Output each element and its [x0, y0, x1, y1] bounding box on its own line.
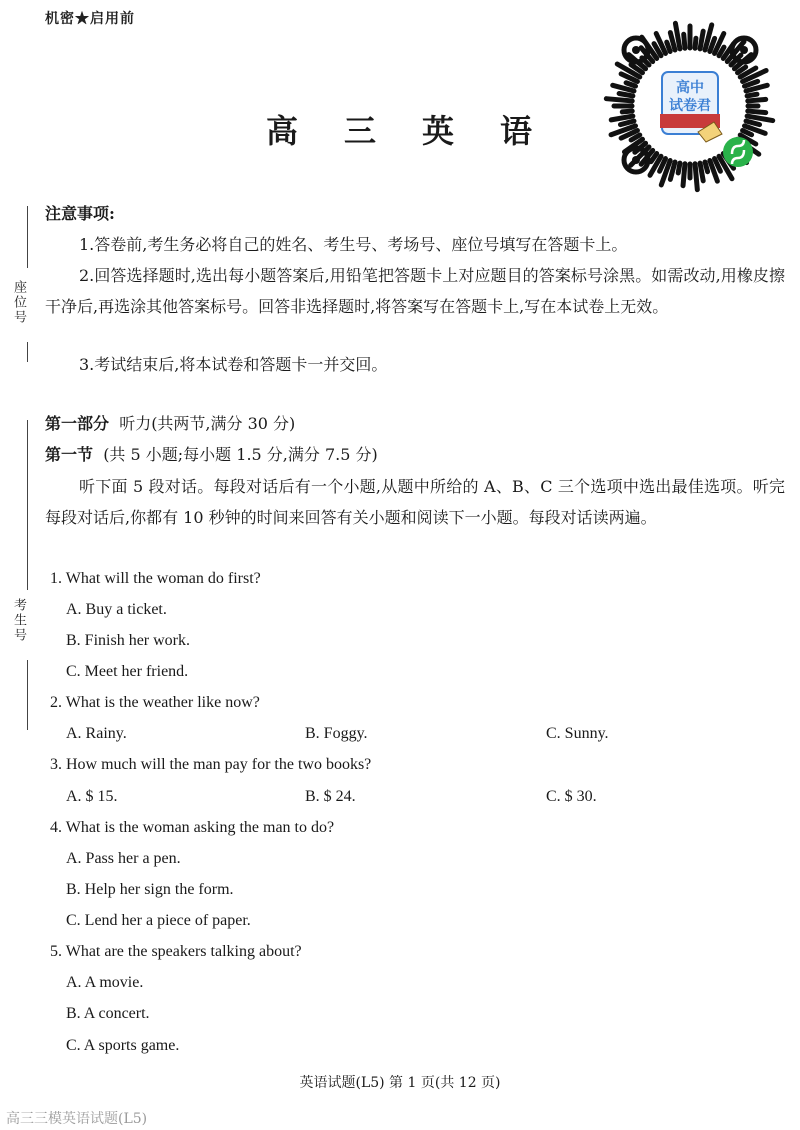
part-heading-detail: 听力(共两节,满分 30 分)	[119, 414, 296, 433]
option: B. Help her sign the form.	[66, 881, 234, 898]
section-instructions: 听下面 5 段对话。每段对话后有一个小题,从题中所给的 A、B、C 三个选项中选出最佳选项。听完每段对话后,你都有 10 秒钟的时间来回答有关小题和阅读下一小题。每段对话读两遍。	[45, 477, 785, 527]
notice-item: 2.回答选择题时,选出每小题答案后,用铅笔把答题卡上对应题目的答案标号涂黑。如需改动,用橡皮擦干净后,再选涂其他答案标号。回答非选择题时,将答案写在答题卡上,写在本试卷上无效。	[45, 266, 785, 316]
binding-line	[27, 342, 28, 362]
qr-ray	[620, 121, 634, 125]
title-char: 语	[500, 112, 535, 150]
question-stem: 1. What will the woman do first?	[50, 570, 261, 587]
option: C. Sunny.	[546, 725, 609, 742]
qr-badge-line1: 高中	[676, 80, 704, 96]
question-stem: 3. How much will the man pay for the two books?	[50, 756, 372, 773]
qr-ray	[695, 164, 697, 190]
title-char: 英	[422, 112, 457, 150]
option: B. Foggy.	[305, 725, 368, 742]
notice-heading: 注意事项:	[45, 204, 115, 223]
option: C. Meet her friend.	[66, 663, 189, 680]
qr-ray	[606, 99, 632, 101]
option: A. Pass her a pen.	[66, 850, 181, 867]
question-stem: 4. What is the woman asking the man to do?	[50, 819, 335, 836]
seat-number-label: 座位号	[11, 280, 26, 325]
qr-ray	[626, 83, 635, 86]
qr-ray	[695, 38, 696, 48]
qr-ray	[683, 164, 685, 186]
section-heading-detail: (共 5 小题;每小题 1.5 分,满分 7.5 分)	[103, 445, 378, 464]
confidential-label: 机密★启用前	[45, 11, 135, 27]
qr-ray	[619, 93, 633, 95]
binding-line	[27, 660, 28, 730]
qr-ray	[748, 99, 766, 101]
option: C. A sports game.	[66, 1037, 180, 1054]
qr-code-icon[interactable]	[598, 14, 782, 198]
question-stem: 2. What is the weather like now?	[50, 694, 260, 711]
option: C. Lend her a piece of paper.	[66, 912, 251, 929]
section-heading	[45, 439, 785, 470]
qr-ray	[748, 111, 766, 113]
notice-item: 3.考试结束后,将本试卷和答题卡一并交回。	[79, 355, 388, 374]
binding-line	[27, 420, 28, 590]
qr-ray	[743, 131, 752, 135]
watermark: 高三三模英语试题(L5)	[6, 1111, 148, 1127]
part-heading-bold: 第一部分	[45, 414, 110, 433]
title-char: 三	[343, 112, 378, 150]
qr-ray	[667, 42, 670, 51]
option: A. Buy a ticket.	[66, 601, 167, 618]
option: A. $ 15.	[66, 788, 118, 805]
option: C. $ 30.	[546, 788, 597, 805]
qr-ray	[700, 31, 703, 49]
question-stem: 5. What are the speakers talking about?	[50, 943, 302, 960]
option: B. A concert.	[66, 1005, 150, 1022]
option: B. Finish her work.	[66, 632, 190, 649]
exam-number-label: 考生号	[11, 598, 26, 643]
qr-ray	[678, 163, 680, 173]
qr-ray	[622, 111, 632, 112]
qr-ray	[705, 162, 708, 172]
qr-ray	[684, 34, 685, 48]
notice-item: 1.答卷前,考生务必将自己的姓名、考生号、考场号、座位号填写在答题卡上。	[79, 235, 628, 254]
qr-ray	[746, 121, 760, 125]
page-footer: 英语试题(L5) 第 1 页(共 12 页)	[299, 1075, 501, 1091]
qr-ray	[747, 94, 757, 96]
title-char: 高	[265, 112, 300, 150]
option: A. Rainy.	[66, 725, 127, 742]
part-heading	[45, 408, 785, 439]
option: B. $ 24.	[305, 788, 356, 805]
qr-ray	[700, 163, 703, 181]
qr-badge-line2: 试卷君	[669, 98, 711, 114]
option: A. A movie.	[66, 974, 144, 991]
section-heading-bold: 第一节	[45, 445, 94, 464]
binding-line	[27, 206, 28, 268]
qr-ray	[611, 116, 633, 120]
